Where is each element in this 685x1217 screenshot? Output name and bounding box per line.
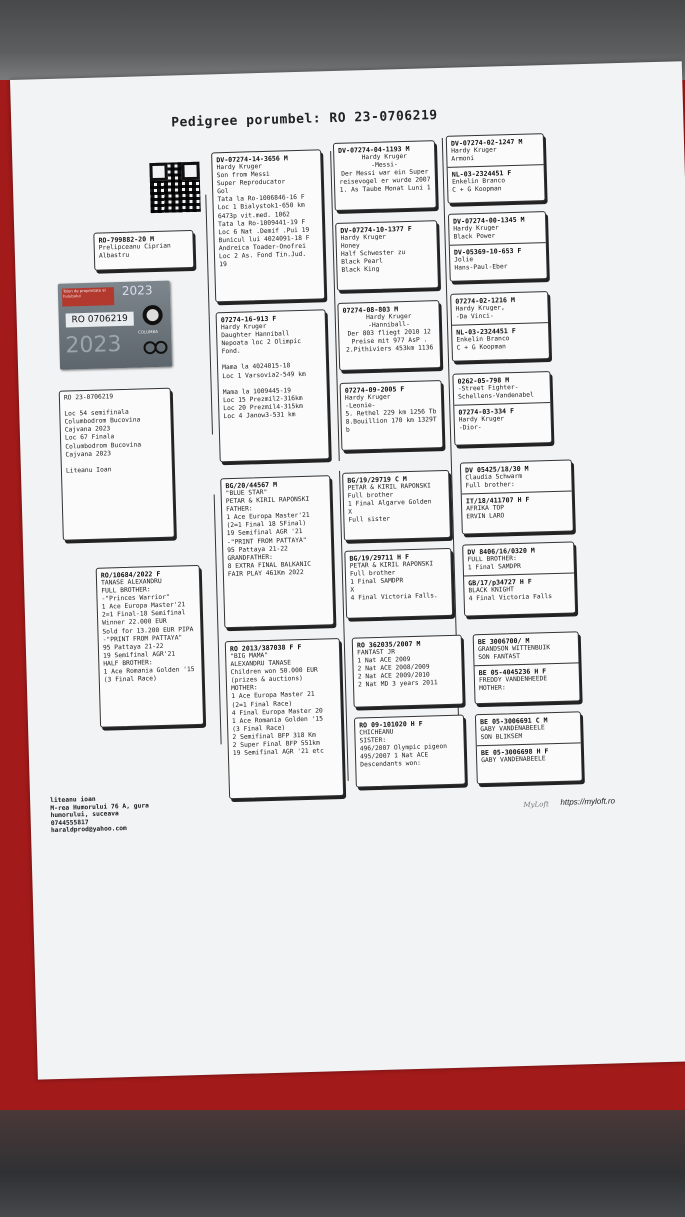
box-text-line: (2=1 Final 18 SFinal) — [226, 520, 307, 530]
box-text-line: Super Reproducator — [216, 178, 286, 188]
box-text-line: SISTER: — [359, 736, 387, 745]
box-text-line: PETAR & KIRIL RAPONSKI — [347, 482, 432, 492]
box-text-line: -Leonie- — [345, 402, 376, 410]
box-ring-number: BE 05-4045236 H F — [478, 667, 547, 678]
footer-url[interactable]: https://myloft.ro — [560, 796, 616, 807]
card-year-large: 2023 — [65, 331, 122, 359]
box-text-line: FAIR PLAY 461Km 2022 — [227, 568, 304, 579]
box-text-line: Descendants won: — [360, 760, 422, 769]
box-text-line: Loc 20 Prezmil4-315km — [223, 402, 303, 413]
box-text-line: Mama la 1009445-19 — [222, 387, 292, 396]
pedigree-box-g3 — [337, 300, 441, 371]
box-ring-number: DV-07274-02-1247 M — [450, 137, 523, 148]
box-text-line: Loc 4 Janow3-531 km — [223, 411, 296, 421]
contact-line: humorului, suceava — [50, 810, 119, 820]
box-text-line: Full brother: — [465, 481, 515, 490]
box-text-line: -Hanniball- — [368, 321, 410, 330]
box-text-line: Fond. — [221, 347, 241, 356]
card-label: Tolon de proprietate al hulubului — [62, 287, 114, 306]
box-text-line: TANASE ALEXANDRU — [100, 577, 162, 587]
box-text-line: 95 Pattaya 21-22 — [227, 545, 288, 554]
box-text-line: 2 Nat ACE 2008/2009 — [357, 663, 430, 673]
box-text-line: 1 Final SAMDPR — [350, 577, 404, 586]
box-text-line: 1. As Taube Monat Luni 1 — [339, 184, 431, 195]
box-text-line: Preise mit 977 AsP . — [351, 336, 428, 346]
box-text-line: Andreica Toader-Onofrei — [218, 242, 307, 253]
pedigree-box-h2 — [448, 211, 548, 282]
box-text-line: Black Power — [453, 232, 496, 241]
box-text-line: Tata la Ro-1009441-19 F — [218, 218, 306, 228]
box-text-line: 1 Ace Romania Golden '15 — [231, 715, 324, 725]
box-text-line: Bunicul lui 4024091-18 F — [218, 234, 310, 245]
pedigree-box-f1 — [211, 149, 325, 302]
box-text-line: (3 Final Race) — [103, 675, 157, 684]
box-text-line: Sold for 13.200 EUR PIPA — [102, 625, 194, 636]
box-text-line: 4 Final Europa Master 20 — [231, 707, 323, 717]
box-ring-number: DV 8406/16/0320 M — [467, 546, 535, 557]
box-text-line: Mama la 4024015-18 — [222, 362, 291, 372]
pedigree-box-g5 — [342, 470, 451, 541]
box-text-line: Cajvana 2023 — [65, 449, 112, 459]
box-text-line: Hardy Kruger — [453, 224, 499, 233]
box-text-line: Der 803 fliegt 2010 12 — [347, 328, 432, 338]
box-text-line: Hardy Kruger — [451, 146, 497, 155]
box-text-line: Full sister — [348, 515, 391, 525]
box-ring-number: RO 362035/2007 M — [356, 639, 421, 650]
box-text-line: (prizes & auctions) — [230, 675, 303, 685]
box-text-line: Prelipceanu Ciprian — [98, 242, 171, 252]
box-ring-number: DV-07274-00-1345 M — [453, 215, 525, 226]
box-text-line: -Street Fighter- — [457, 383, 519, 393]
box-text-line: "BIG MAMA" — [230, 652, 269, 661]
box-text-line: -Messi- — [371, 161, 398, 170]
box-divider — [454, 402, 550, 406]
box-text-line: -"PRINT FROM PATTAYA" — [102, 634, 183, 644]
contact-line: liteanu ioan — [50, 795, 96, 805]
box-text-line: 2 Nat ACE 2009/2010 — [357, 671, 430, 681]
box-ring-number: RO/10684/2022 F — [100, 569, 161, 580]
box-text-line: 6473p vit.med. 1062 — [217, 210, 290, 220]
box-text-line: Columbodrom Bucovina — [65, 441, 142, 451]
box-ring-number: IT/18/411707 H F — [465, 495, 530, 506]
box-ring-number: RO 2013/387038 F F — [229, 643, 302, 654]
box-text-line: Half Schwester zu — [340, 249, 406, 259]
box-text-line: HALF BROTHER: — [103, 659, 153, 668]
box-text-line: Hardy Kruger, — [455, 304, 505, 313]
box-text-line: 8 EXTRA FINAL BALKANIC — [227, 560, 312, 570]
box-text-line: Winner 22.000 EUR — [102, 618, 167, 628]
box-text-line: Hardy Kruger — [340, 233, 387, 242]
box-text-line: 2 Semifinal BFP 318 Km — [232, 731, 316, 741]
box-ring-number: DV-07274-14-3656 M — [216, 154, 288, 165]
pedigree-box-h6 — [462, 541, 576, 616]
box-ring-number: 07274-03-334 F — [458, 407, 515, 417]
box-ring-number: GB/17/p34727 H F — [468, 577, 532, 588]
breeder-contact — [50, 794, 150, 835]
pedigree-box-h5 — [460, 459, 574, 534]
pedigree-box-g7 — [352, 635, 464, 708]
card-year: 2023 — [121, 283, 153, 298]
box-text-line: Claudia Schwarm — [465, 472, 523, 482]
pedigree-box-g8 — [354, 715, 466, 788]
box-text-line: ALEXANDRU TANASE — [230, 659, 292, 669]
box-text-line: Loc 1 Varsovia2-549 km — [222, 370, 306, 380]
box-text-line: Children won 50.000 EUR — [230, 666, 318, 677]
box-text-line: 1 Ace Europa Master 21 — [231, 691, 315, 701]
box-text-line: 4 Final Victoria Falls — [468, 593, 553, 603]
pedigree-box-h3 — [450, 291, 550, 362]
box-ring-number: BG/19/29719 C M — [347, 475, 407, 485]
box-ring-number: RO 09-101020 H F — [359, 719, 423, 730]
box-text-line: FULL BROTHER: — [101, 586, 151, 595]
box-text-line: Loc 6 Nat .Demif .Pui 19 — [218, 226, 310, 236]
pedigree-box-h8 — [475, 711, 583, 784]
box-text-line: CHICHEANU — [359, 728, 394, 737]
box-text-line: Loc 15 Prezmil2-316km — [222, 394, 303, 405]
box-text-line: 19 Semifinal AGR '21 etc — [232, 747, 324, 758]
box-ring-number: 07274-09-2005 F — [344, 385, 405, 395]
box-text-line: -Da Vinci- — [455, 312, 494, 321]
ownership-card — [58, 281, 172, 370]
box-ring-number: 07274-16-913 F — [220, 314, 277, 325]
box-text-line: Hardy Kruger — [216, 162, 263, 172]
pedigree-box-g2 — [335, 220, 439, 291]
box-text-line: GABY VANDENABEELE — [480, 724, 545, 734]
box-ring-number: BE 05-3006698 H F — [480, 747, 549, 758]
page-title: Pedigree porumbel: RO 23-0706219 — [171, 108, 438, 131]
box-text-line: Der Messi war ein Super — [341, 168, 429, 178]
box-text-line: 5. Rethel 229 km 1256 Tb — [345, 408, 437, 418]
box-text-line: C + G Koopman — [456, 343, 507, 352]
box-text-line: Black King — [341, 266, 380, 275]
box-text-line: Black Pearl — [341, 257, 384, 267]
box-text-line: 1 Final Algarve Golden — [347, 498, 432, 508]
box-text-line: AFRIKA TOP — [466, 504, 505, 513]
box-ring-number: BE 05-3006691 C M — [480, 716, 548, 727]
pedigree-box-m2 — [225, 638, 344, 799]
card-brand: COLUMBA — [138, 328, 158, 335]
box-text-line: Loc 67 Finala — [64, 433, 115, 443]
box-text-line: X — [350, 586, 355, 594]
box-text-line: Loc 54 semifinala — [64, 409, 129, 418]
box-text-line: Hans-Paul-Eber — [454, 263, 508, 272]
box-text-line: Hardy Kruger — [458, 415, 505, 424]
pedigree-box-ff — [93, 230, 194, 271]
box-ring-number: BE 3006700/ M — [477, 636, 530, 647]
pedigree-box-mm — [96, 565, 204, 728]
box-text-line: Jolie — [454, 256, 474, 264]
contact-line: haraldprod@yahoo.com — [50, 825, 127, 835]
pedigree-box-g1 — [333, 140, 437, 211]
box-ring-number: BG/20/44567 M — [225, 480, 278, 491]
box-divider — [475, 663, 579, 667]
box-text-line: (3 Final Race) — [232, 724, 286, 733]
box-text-line: 2 Super Final BFP 551km — [232, 739, 320, 750]
box-ring-number: DV 05425/18/30 M — [464, 464, 529, 475]
box-ring-number: DV-07274-04-1193 M — [337, 144, 410, 155]
box-text-line: FATHER: — [225, 505, 253, 514]
pedigree-box-g4 — [340, 380, 444, 451]
box-text-line: 19 Semifinal AGR '21 — [226, 528, 303, 538]
box-text-line: b — [345, 427, 350, 435]
box-text-line: Albastru — [98, 251, 130, 260]
box-text-line: PETAR & KIRIL RAPONSKI — [349, 560, 434, 570]
box-text-line: Hardy Kruger — [361, 152, 408, 162]
box-ring-number: NL-03-2324451 F — [456, 327, 516, 337]
box-text-line: -Dior- — [458, 424, 482, 432]
box-text-line: 1 Ace Europa Master'21 — [101, 601, 186, 611]
box-text-line: MOTHER: — [479, 684, 506, 693]
box-divider — [448, 164, 544, 168]
pedigree-box-h1 — [446, 133, 546, 204]
box-text-line: X — [348, 508, 353, 517]
box-text-line: BLACK KNIGHT — [468, 586, 515, 595]
footer-signature: MyLoft — [523, 800, 549, 809]
box-text-line: 2.Pithiviers 453km 1136 — [345, 344, 434, 355]
box-text-line: (2=1 Final Race) — [231, 699, 293, 709]
box-text-line: Cajvana 2023 — [64, 425, 111, 434]
bicycle-icon — [143, 339, 167, 352]
box-text-line: 2=1 Final-18 Semifinal — [101, 609, 186, 620]
contact-line: 0744555817 — [50, 818, 89, 827]
columba-logo-icon — [142, 305, 163, 326]
box-text-line: SON BLIKSEM — [480, 733, 523, 742]
pedigree-sheet — [10, 61, 685, 1079]
connector-line — [205, 195, 213, 435]
box-text-line: 4 Final Victoria Falls. — [350, 592, 438, 603]
box-text-line: 496/2007 Olympic pigeon — [359, 743, 448, 753]
box-text-line: ERVIN LARO — [466, 512, 505, 521]
connector-line — [214, 494, 222, 744]
box-text-line: 1 Final SAMDPR — [467, 563, 521, 572]
pedigree-box-m1 — [220, 475, 334, 628]
box-ring-number: 07274-02-1216 M — [455, 295, 515, 306]
box-text-line: Daughter Hanniball — [221, 330, 290, 340]
box-ring-number: DV-05369-10-653 F — [453, 246, 522, 257]
box-text-line: MOTHER: — [230, 684, 258, 693]
box-text-line: Columbodrom Bucovina — [64, 416, 141, 426]
contact-line: M-rea Humorului 76 A, gura — [50, 801, 149, 812]
box-text-line: 8.Bouillion 170 km 1329T — [345, 416, 437, 427]
box-text-line: Hardy Kruger — [365, 312, 412, 322]
box-ring-number: 07274-08-803 M — [342, 305, 399, 315]
box-text-line: -"Princes Warrior" — [101, 593, 170, 603]
box-text-line: 495/2007 1 Nat ACE — [359, 751, 429, 761]
qr-code-icon — [149, 162, 200, 213]
box-text-line: Loc 1 Bialystok1-650 km — [217, 202, 305, 212]
box-text-line: FREDDY VANDENHEEDE — [478, 675, 548, 685]
box-text-line: Schellens-Vandenabel — [457, 391, 534, 401]
box-text-line: 1 Ace Romania Golden '15 — [103, 666, 195, 676]
box-text-line: Loc 2 As. Fond Tin.Jud. — [218, 250, 307, 261]
box-ring-number: BG/19/29711 H F — [349, 553, 410, 563]
card-ring-number: RO 0706219 — [66, 312, 134, 328]
background-bottom — [0, 1110, 685, 1217]
box-text-line: Tata la Ro-1006846-16 F — [217, 194, 305, 204]
box-text-line: C + G Koopman — [452, 185, 502, 194]
box-text-line: RO 23-0706219 — [63, 393, 114, 402]
box-text-line: 1 Nat ACE 2009 — [357, 656, 411, 665]
box-text-line: Hardy Kruger — [344, 393, 391, 402]
box-text-line: Armoni — [451, 155, 475, 163]
box-text-line: Honey — [340, 242, 360, 250]
box-text-line: Hardy Kruger — [220, 322, 267, 332]
box-text-line: Nepoata loc 2 Olimpic — [221, 338, 302, 348]
box-text-line: GABY VANDENABEELE — [481, 755, 546, 765]
box-divider — [477, 743, 581, 747]
box-text-line: 19 — [219, 261, 227, 269]
box-text-line: 2 Nat MD 3 years 2011 — [357, 679, 438, 689]
pedigree-box-self — [59, 388, 175, 541]
box-text-line: -"PRINT FROM PATTAYA" — [226, 536, 307, 546]
pedigree-box-h4 — [452, 371, 552, 446]
box-text-line: FULL BROTHER: — [467, 555, 517, 564]
box-text-line: reisevogel er wurde 2007 — [339, 176, 431, 187]
box-text-line: Full brother — [349, 569, 396, 578]
box-ring-number: RO-799882-20 M — [98, 235, 155, 245]
box-ring-number: NL-03-2324451 F — [451, 169, 512, 179]
pedigree-box-g6 — [344, 548, 453, 619]
box-text-line: 1 Ace Europa Master'21 — [226, 512, 310, 522]
box-text-line: FANTAST JR — [357, 648, 396, 657]
pedigree-box-h7 — [473, 631, 581, 704]
box-text-line: Enkelin Branco — [451, 177, 506, 186]
box-text-line: Enkelin Branco — [456, 335, 510, 344]
box-text-line: GRANDSON WITTENBUIK — [477, 644, 551, 654]
box-text-line: "BLUE STAR" — [225, 488, 268, 498]
box-text-line: 19 Semifinal AGR'21 — [103, 650, 176, 660]
box-ring-number: 0262-05-798 M — [457, 376, 510, 386]
box-text-line: SON FANTAST — [478, 653, 521, 662]
pedigree-box-f2 — [216, 309, 330, 462]
box-text-line: Liteanu Ioan — [65, 466, 112, 475]
box-text-line: PETAR & KIRIL RAPONSKI — [225, 495, 310, 506]
box-text-line: GRANDFATHER: — [227, 553, 274, 562]
box-text-line: 95 Pattaya 21-22 — [102, 642, 164, 652]
box-text-line: Son from Messi — [216, 170, 270, 180]
box-ring-number: DV-07274-10-1377 F — [340, 224, 412, 235]
box-text-line: Gol — [217, 188, 229, 196]
box-divider — [450, 242, 546, 246]
box-text-line: Full brother — [347, 491, 394, 500]
box-divider — [452, 322, 548, 326]
